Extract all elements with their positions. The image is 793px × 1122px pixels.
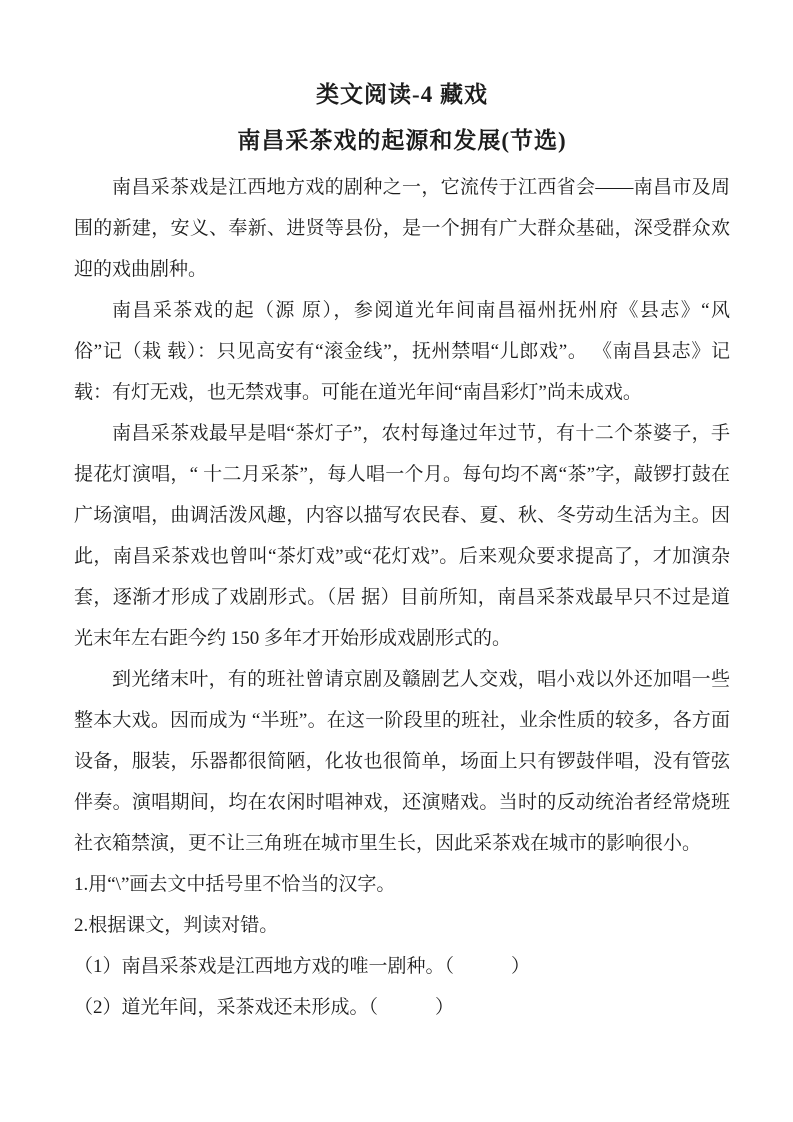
paragraph-origin-records: 南昌采茶戏的起（源 原），参阅道光年间南昌福州抚州府《县志》“风俗”记（栽 载）：只见高安有“滚金线”，抚州禁唱“儿郎戏”。 《南昌县志》记载：有灯无戏，也无禁戏事。可能在道光年间“南昌彩灯”尚未成戏。 [74,300,730,403]
doc-subtitle: 南昌采茶戏的起源和发展(节选) [237,128,567,153]
sub-question-1: （1）南昌采茶戏是江西地方戏的唯一剧种。（ ） [74,956,531,977]
paragraph-intro: 南昌采茶戏是江西地方戏的剧种之一，它流传于江西省会——南昌市及周围的新建，安义、奉新、进贤等县份，是一个拥有广大群众基础，深受群众欢迎的戏曲剧种。 [74,177,730,280]
question-2: 2.根据课文，判读对错。 [74,915,279,936]
question-1: 1.用“\”画去文中括号里不恰当的汉字。 [74,874,396,895]
doc-title: 类文阅读-4 藏戏 [316,82,488,107]
doc-body [74,167,730,1028]
paragraph-banban: 到光绪末叶，有的班社曾请京剧及赣剧艺人交戏，唱小戏以外还加唱一些整本大戏。因而成为 “半班”。在这一阶段里的班社，业余性质的较多，各方面设备，服装，乐器都很简陋，化妆也很简单，场面上只有锣鼓伴唱，没有管弦伴奏。演唱期间，均在农闲时唱神戏，还演赌戏。当时的反动统治者经常烧班社衣箱禁演，更不让三角班在城市里生长，因此采茶戏在城市的影响很小。 [74,669,730,854]
paragraph-tea-lantern: 南昌采茶戏最早是唱“茶灯子”，农村每逢过年过节，有十二个茶婆子，手提花灯演唱，“ 十二月采茶”，每人唱一个月。每句均不离“茶”字，敲锣打鼓在广场演唱，曲调活泼风趣，内容以描写农民春、夏、秋、冬劳动生活为主。因此，南昌采茶戏也曾叫“茶灯戏”或“花灯戏”。后来观众要求提高了，才加演杂套，逐渐才形成了戏剧形式。（居 据）目前所知，南昌采茶戏最早只不过是道光末年左右距今约 150 多年才开始形成戏剧形式的。 [74,423,730,649]
sub-question-2: （2）道光年间，采茶戏还未形成。（ ） [74,997,455,1018]
